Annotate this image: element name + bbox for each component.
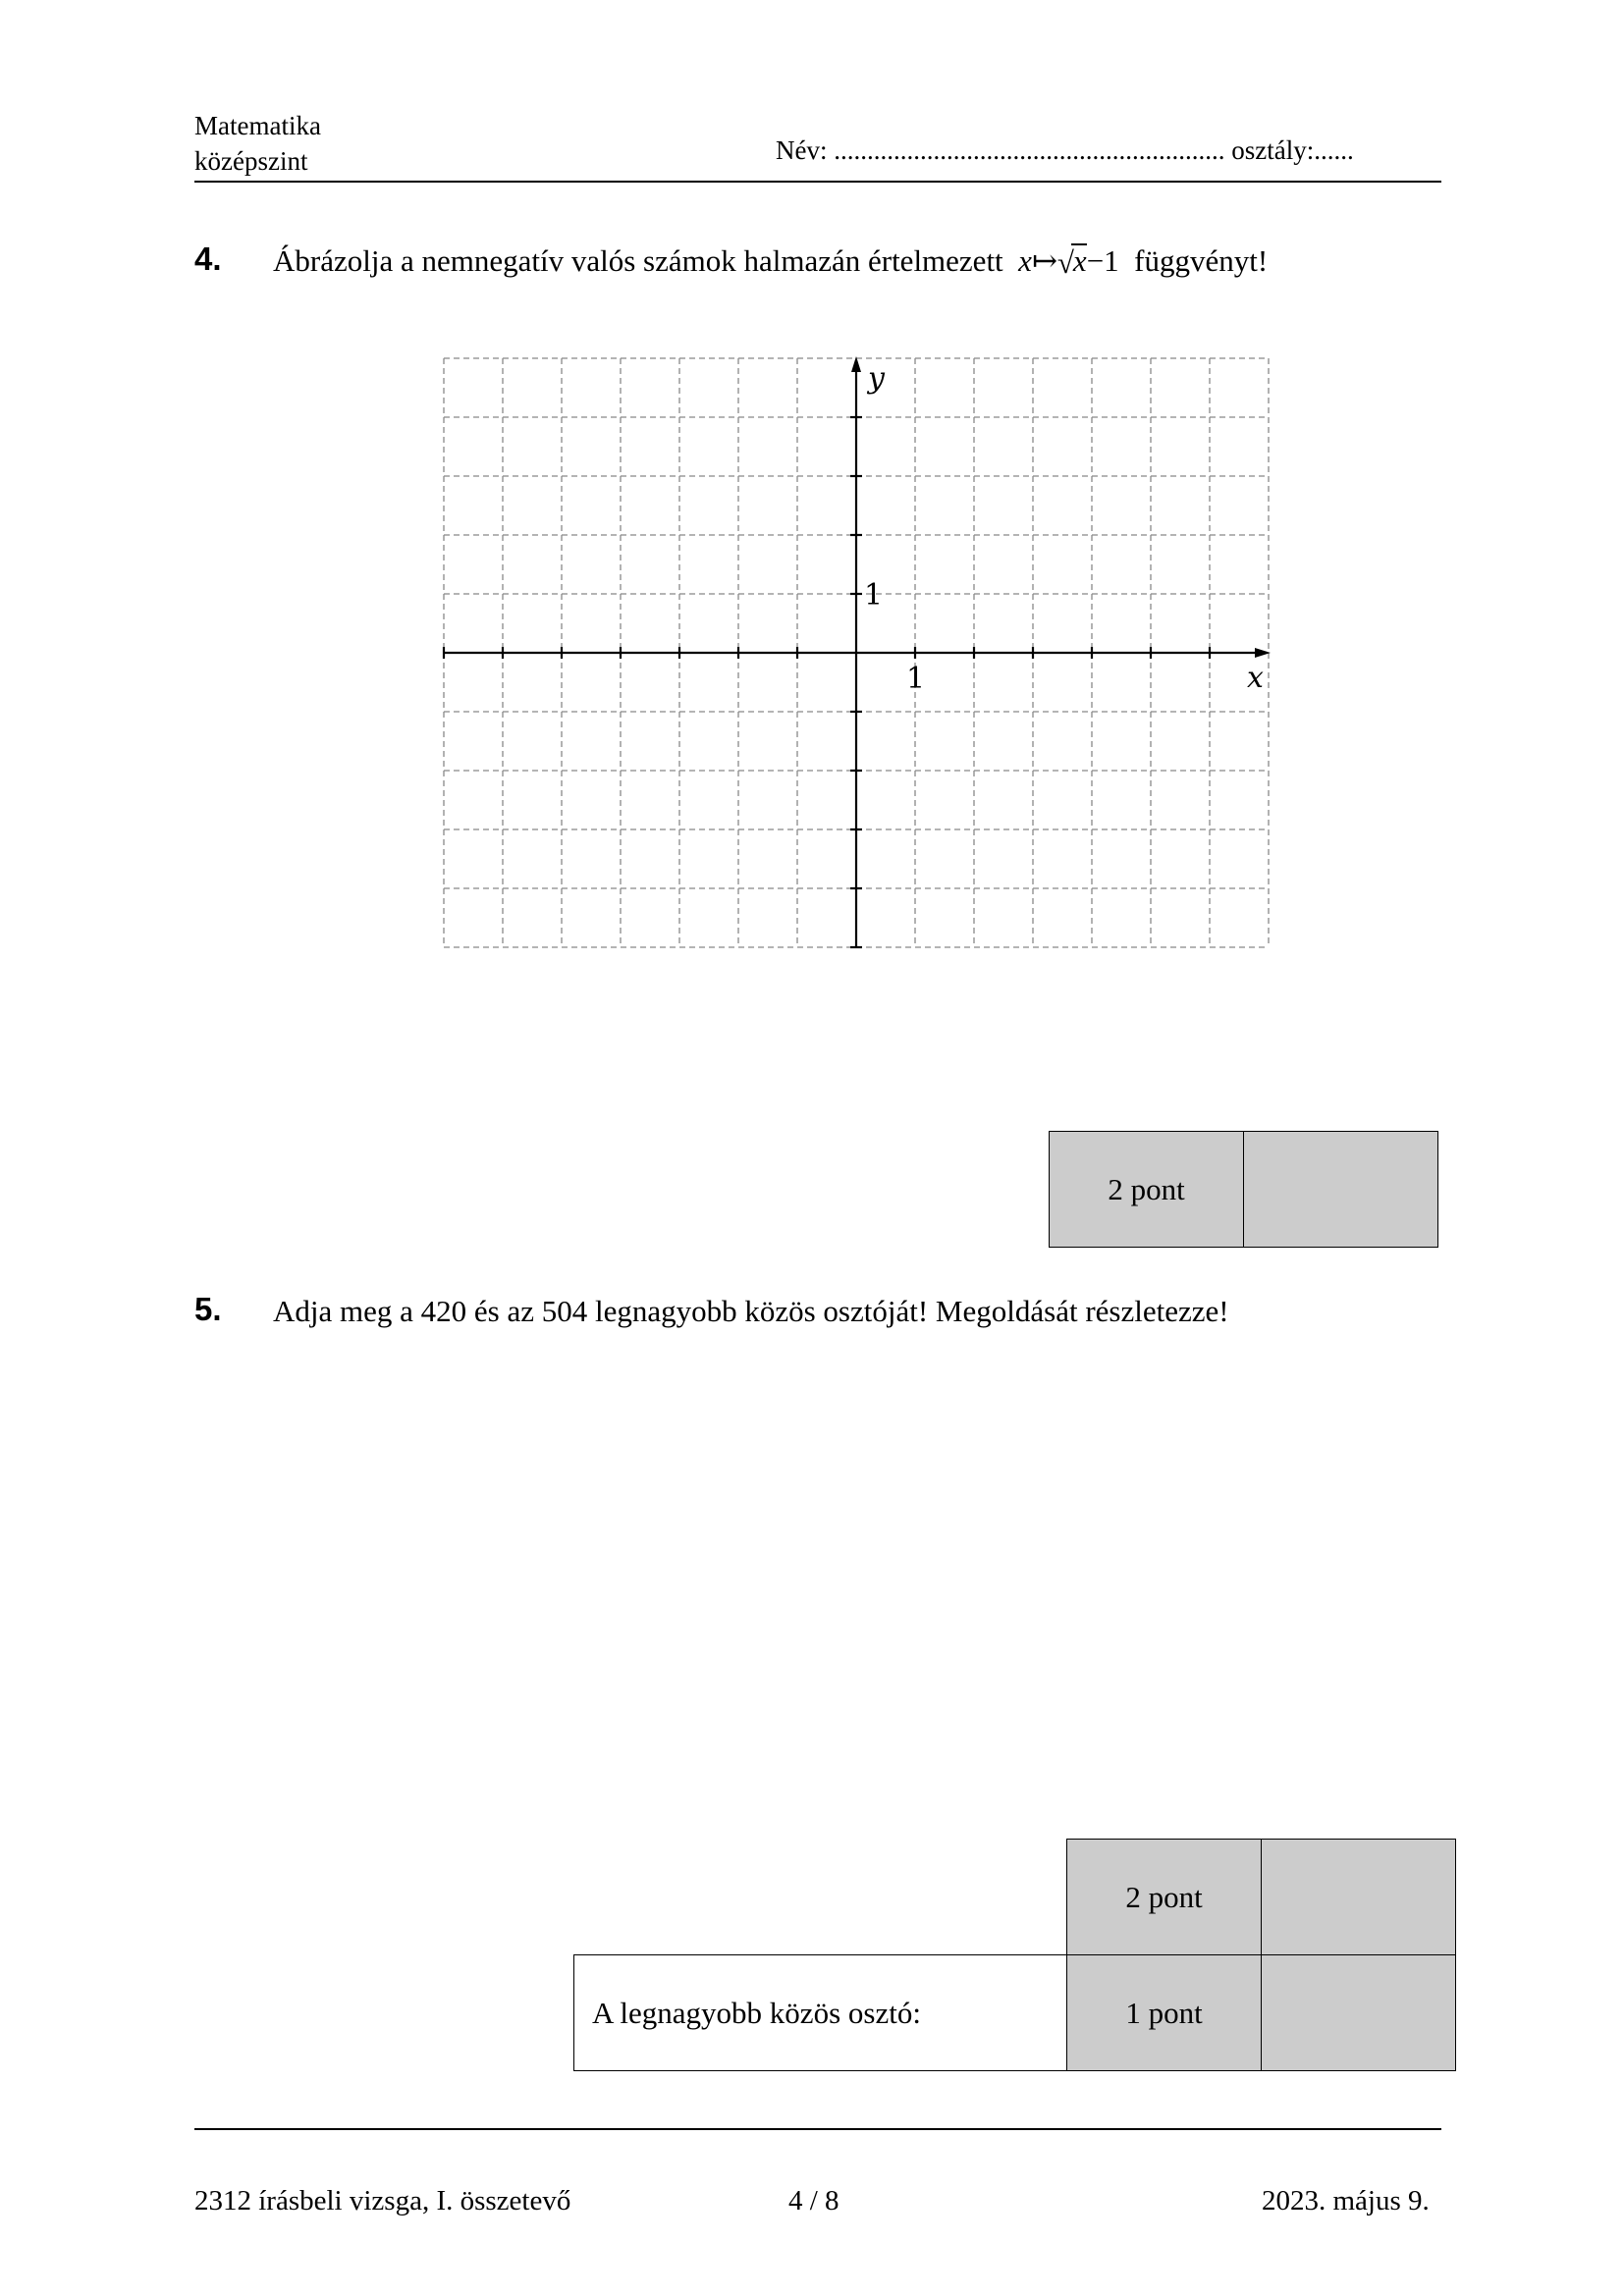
question-4-max-points: 2 pont [1050, 1132, 1244, 1248]
answer-label: A legnagyobb közös osztó: [574, 1955, 1067, 2071]
question-5-max-points: 2 pont [1067, 1840, 1262, 1955]
header-rule [194, 181, 1441, 183]
footer-rule [194, 2128, 1441, 2130]
y-unit-label: 1 [864, 578, 884, 613]
header-subject-block [194, 108, 321, 179]
formula-sqrt [1057, 243, 1087, 279]
header-name-field: Név: ........................................................... osztály:...... [776, 135, 1354, 165]
axes [444, 356, 1271, 947]
footer-page-number: 4 / 8 [788, 2185, 839, 2216]
y-axis-label: y [868, 361, 885, 396]
question-4-earned-points [1244, 1132, 1438, 1248]
question-5-score-box [573, 1839, 1456, 2071]
question-5-number: 5. [194, 1291, 222, 1327]
question-4-score-box [1049, 1131, 1438, 1248]
question-4-text-before: Ábrázolja a nemnegatív valós számok halmazán értelmezett [273, 243, 1003, 278]
x-axis-label: x [1247, 661, 1264, 695]
sqrt-bar [1071, 243, 1087, 245]
formula-variable: x [1018, 243, 1032, 278]
formula-radicand: x [1072, 243, 1087, 278]
formula-maps-to: ↦ [1031, 243, 1057, 278]
sqrt-symbol: √ [1056, 245, 1074, 280]
footer-date: 2023. május 9. [1262, 2185, 1430, 2216]
footer-exam-code: 2312 írásbeli vizsga, I. összetevő [194, 2185, 571, 2216]
x-unit-label: 1 [906, 662, 926, 696]
coordinate-grid[interactable] [432, 348, 1276, 957]
header-level: középszint [194, 146, 308, 176]
question-4-text [273, 243, 1268, 279]
question-5-earned-points [1262, 1840, 1456, 1955]
answer-earned-points [1262, 1955, 1456, 2071]
answer-max-points: 1 pont [1067, 1955, 1262, 2071]
question-4-text-after: függvényt! [1134, 243, 1269, 278]
score-spacer [574, 1840, 1067, 1955]
question-4-number: 4. [194, 240, 222, 277]
question-5-text: Adja meg a 420 és az 504 legnagyobb közös osztóját! Megoldását részletezze! [273, 1294, 1229, 1328]
formula-minus-one: −1 [1086, 243, 1119, 278]
axis-ticks [444, 417, 1210, 947]
header-subject: Matematika [194, 111, 321, 140]
